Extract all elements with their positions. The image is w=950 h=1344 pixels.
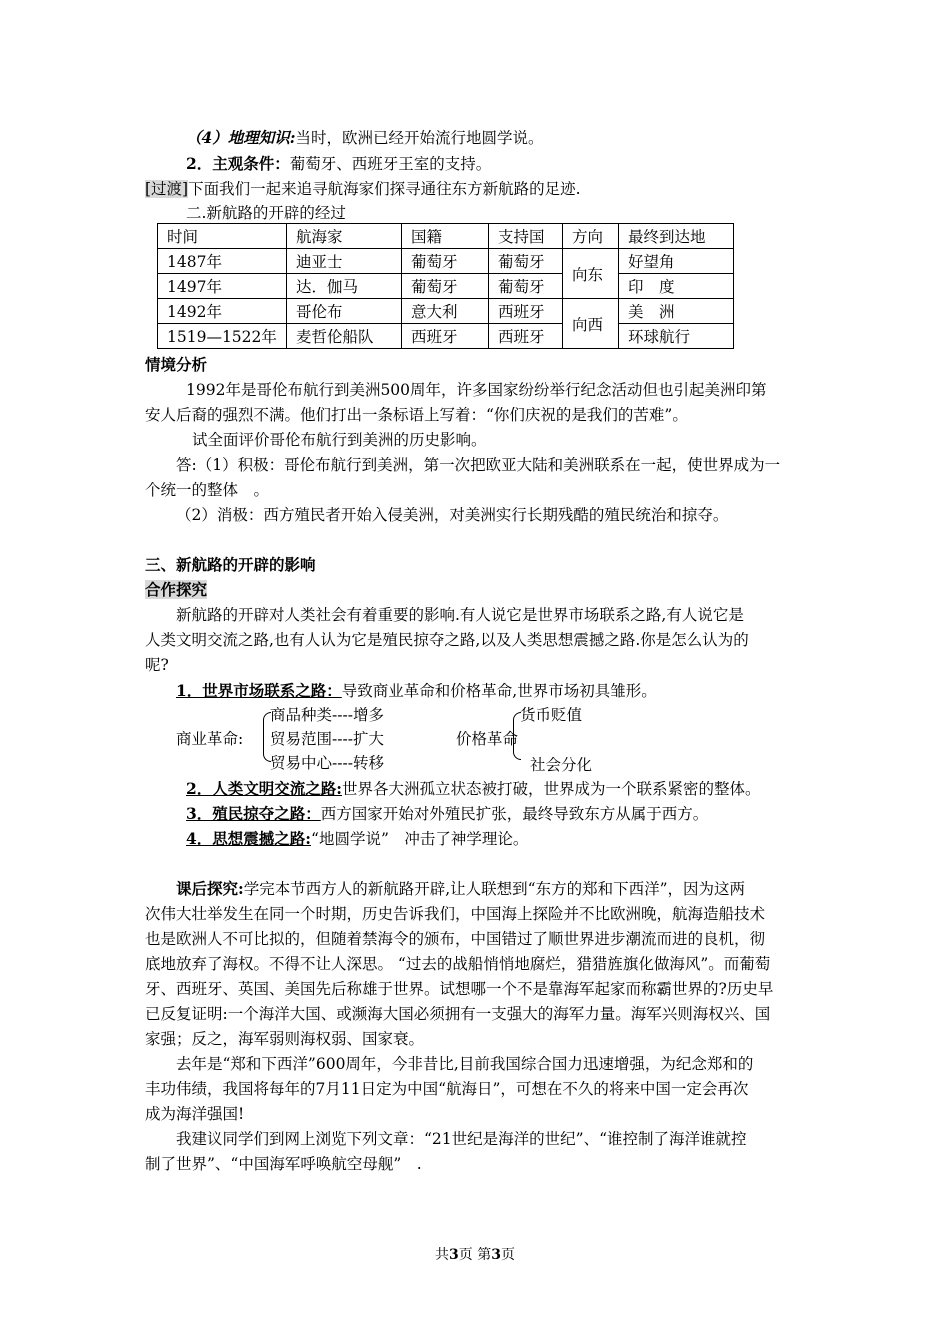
zhenghe-line: 成为海洋强国! [145,1105,245,1123]
cell-destination: 美 洲 [619,299,734,324]
header-direction: 方向 [563,224,619,249]
point-two-text: 世界各大洲孤立状态被打破，世界成为一个联系紧密的整体。 [342,780,761,798]
price-item: 社会分化 [530,756,593,774]
footer-current-page: 3 [491,1247,501,1263]
cell-time: 1487年 [158,249,287,274]
point-four-line [186,826,528,852]
after-class-line: 牙、西班牙、英国、美国先后称雄于世界。试想哪一个不是靠海军起家而称霸世界的?历史早 [145,980,774,998]
cell-nationality: 葡萄牙 [402,274,489,299]
footer-total-prefix: 共 [435,1247,450,1263]
cell-destination: 好望角 [619,249,734,274]
table-row [158,274,734,299]
price-revolution-label: 价格革命 [456,730,519,748]
point-three-heading: 3．殖民掠夺之路： [186,804,321,823]
commerce-revolution-label: 商业革命: [176,730,244,748]
header-destination: 最终到达地 [619,224,734,249]
table-row [158,249,734,274]
cell-supporter: 葡萄牙 [489,274,563,299]
footer-total-suffix: 页 第 [458,1247,492,1263]
point-four-text: “地圆学说” 冲击了神学理论。 [311,830,529,848]
answer-line: 个统一的整体 。 [145,481,270,499]
subjective-condition-line [186,151,491,177]
recommend-line: 我建议同学们到网上浏览下列文章：“21世纪是海洋的世纪”、“谁控制了海洋谁就控 [176,1130,747,1148]
cell-direction-west: 向西 [563,299,619,349]
table-header-row [158,224,734,249]
cell-navigator: 麦哲伦船队 [287,324,402,349]
situation-heading: 情境分析 [145,355,208,374]
table-row [158,324,734,349]
cell-navigator: 迪亚士 [287,249,402,274]
cooperation-heading [145,577,207,603]
geography-knowledge-line [186,125,544,151]
point-one-text: 导致商业革命和价格革命,世界市场初具雏形。 [341,682,657,700]
page-footer [0,1244,950,1264]
after-class-line: 家强；反之，海军弱则海权弱、国家衰。 [145,1030,425,1048]
section-three-heading: 三、新航路的开辟的影响 [145,555,316,574]
cell-time: 1519—1522年 [158,324,287,349]
subjective-text: 葡萄牙、西班牙王室的支持。 [289,155,492,173]
after-class-line [176,876,745,902]
price-item: 货币贬值 [520,706,583,724]
cell-nationality: 西班牙 [402,324,489,349]
answer-negative: （2）消极：西方殖民者开始入侵美洲，对美洲实行长期残酷的殖民统治和掠夺。 [176,506,729,524]
situation-question: 试全面评价哥伦布航行到美洲的历史影响。 [192,431,487,449]
cell-destination: 环球航行 [619,324,734,349]
footer-total-pages: 3 [449,1247,459,1263]
header-navigator: 航海家 [287,224,402,249]
commerce-item: 商品种类----增多 [270,706,384,724]
after-class-text: 学完本节西方人的新航路开辟,让人联想到“东方的郑和下西洋”，因为这两 [243,880,746,898]
cell-time: 1497年 [158,274,287,299]
cell-direction-east: 向东 [563,249,619,299]
header-supporter: 支持国 [489,224,563,249]
zhenghe-line: 丰功伟绩，我国将每年的7月11日定为中国“航海日”，可想在不久的将来中国一定会再次 [145,1080,749,1098]
cell-supporter: 葡萄牙 [489,249,563,274]
cell-navigator: 达．伽马 [287,274,402,299]
intro-line: 呢? [145,656,169,674]
transition-line [145,176,581,202]
zhenghe-line: 去年是“郑和下西洋”600周年，今非昔比,目前我国综合国力迅速增强，为纪念郑和的 [176,1055,754,1073]
cell-supporter: 西班牙 [489,299,563,324]
answer-line: 答:（1）积极：哥伦布航行到美洲，第一次把欧亚大陆和美洲联系在一起，使世界成为一 [176,456,781,474]
point-three-text: 西方国家开始对外殖民扩张，最终导致东方从属于西方。 [320,805,709,823]
point-one-line [176,678,657,704]
geography-heading: （4）地理知识: [186,128,296,147]
header-time: 时间 [158,224,287,249]
commerce-item: 贸易中心----转移 [270,754,384,772]
intro-line: 新航路的开辟对人类社会有着重要的影响.有人说它是世界市场联系之路,有人说它是 [176,606,744,624]
cell-nationality: 意大利 [402,299,489,324]
point-four-heading: 4．思想震撼之路: [186,829,312,848]
cell-destination: 印 度 [619,274,734,299]
point-two-heading: 2．人类文明交流之路: [186,779,343,798]
cell-time: 1492年 [158,299,287,324]
voyages-table [157,223,734,349]
cell-navigator: 哥伦布 [287,299,402,324]
cooperation-label: 合作探究 [145,580,208,599]
geography-text: 当时，欧洲已经开始流行地圆学说。 [295,129,544,147]
point-two-line [186,776,761,802]
after-class-line: 也是欧洲人不可比拟的，但随着禁海令的颁布，中国错过了顺世界进步潮流而进的良机，彻 [145,930,766,948]
recommend-line: 制了世界”、“中国海军呼唤航空母舰” . [145,1155,422,1173]
subjective-heading: 2．主观条件： [186,154,290,173]
situation-line: 安人后裔的强烈不满。他们打出一条标语上写着：“你们庆祝的是我们的苦难”。 [145,406,688,424]
section-two-heading: 二.新航路的开辟的经过 [186,204,346,222]
situation-line: 1992年是哥伦布航行到美洲500周年，许多国家纷纷举行纪念活动但也引起美洲印第 [186,381,767,399]
header-nationality: 国籍 [402,224,489,249]
intro-line: 人类文明交流之路,也有人认为它是殖民掠夺之路,以及人类思想震撼之路.你是怎么认为的 [145,631,749,649]
footer-current-suffix: 页 [500,1247,515,1263]
point-one-heading: 1．世界市场联系之路： [176,681,342,700]
cell-nationality: 葡萄牙 [402,249,489,274]
after-class-heading: 课后探究: [176,879,244,898]
after-class-line: 底地放弃了海权。不得不让人深思。 “过去的战船悄悄地腐烂，猎猎旌旗化做海风”。而葡萄 [145,955,771,973]
after-class-line: 已反复证明:一个海洋大国、或濒海大国必须拥有一支强大的海军力量。海军兴则海权兴、国 [145,1005,771,1023]
point-three-line [186,801,708,827]
table-row [158,299,734,324]
transition-tag: [过渡] [145,180,189,198]
transition-text: 下面我们一起来追寻航海家们探寻通往东方新航路的足迹. [188,180,581,198]
commerce-item: 贸易范围----扩大 [270,730,384,748]
cell-supporter: 西班牙 [489,324,563,349]
after-class-line: 次伟大壮举发生在同一个时期，历史告诉我们，中国海上探险并不比欧洲晚，航海造船技术 [145,905,766,923]
